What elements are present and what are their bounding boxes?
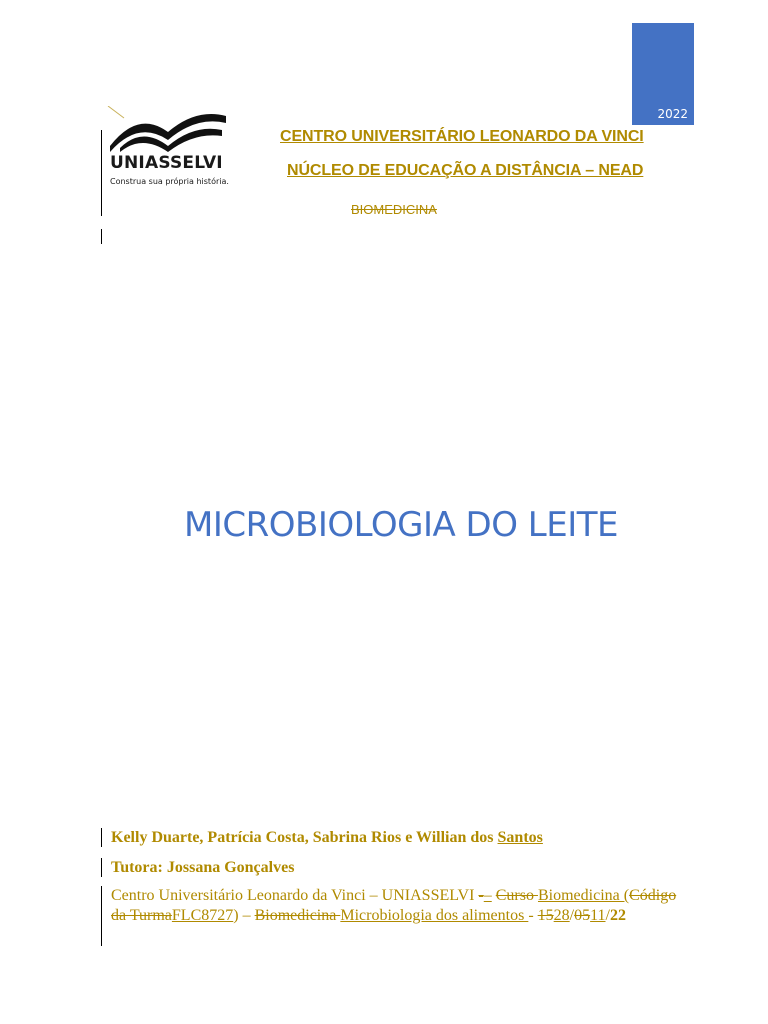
ref-text: /	[569, 907, 575, 924]
authors-line	[111, 829, 543, 847]
change-bar	[101, 858, 102, 877]
ref-text: /	[605, 907, 610, 924]
book-wings-icon	[106, 106, 230, 154]
ref-deleted: Curso	[495, 887, 538, 904]
institution-line-2-text: NÚCLEO DE EDUCAÇÃO A DISTÂNCIA – NEAD	[287, 162, 644, 179]
ref-inserted: 28	[553, 907, 570, 924]
change-bar	[101, 828, 102, 847]
authors-names: Kelly Duarte, Patrícia Costa, Sabrina Rios e Willian dos	[111, 829, 498, 846]
ref-inserted: Microbiologia dos alimentos	[340, 907, 529, 924]
institution-line-2	[287, 162, 643, 180]
uniasselvi-logo	[106, 106, 230, 190]
ref-deleted: -	[478, 887, 484, 904]
authors-last-name: Santos	[497, 829, 543, 846]
document-title: MICROBIOLOGIA DO LEITE	[184, 505, 618, 545]
ref-deleted: 15	[537, 907, 554, 924]
ref-deleted: 05	[574, 907, 591, 924]
ref-deleted: Biomedicina	[254, 907, 341, 924]
ref-text: -	[528, 907, 538, 924]
ref-text: Centro Universitário Leonardo da Vinci – UNIASSELVI	[111, 887, 479, 904]
course-reference	[111, 886, 681, 926]
course-label: BIOMEDICINA	[351, 202, 437, 217]
ref-deleted: Código da Turma	[111, 887, 677, 924]
change-bar	[101, 886, 102, 946]
ref-inserted: Biomedicina (	[537, 887, 630, 904]
ref-inserted: 11	[590, 907, 606, 924]
ref-year: 22	[609, 907, 626, 924]
change-bar	[101, 130, 102, 216]
change-bar	[101, 229, 102, 244]
institution-line-1	[280, 128, 644, 146]
ref-inserted: –	[483, 887, 492, 904]
institution-line-1-text: CENTRO UNIVERSITÁRIO LEONARDO DA VINCI	[280, 128, 644, 145]
year-label: 2022	[657, 107, 688, 121]
ref-inserted: FLC8727	[171, 907, 234, 924]
ref-text: ) –	[233, 907, 255, 924]
tutor-line: Tutora: Jossana Gonçalves	[111, 859, 295, 876]
logo-name: UNIASSELVI	[110, 153, 223, 173]
year-box	[632, 23, 694, 125]
logo-tagline: Construa sua própria história.	[110, 177, 229, 186]
